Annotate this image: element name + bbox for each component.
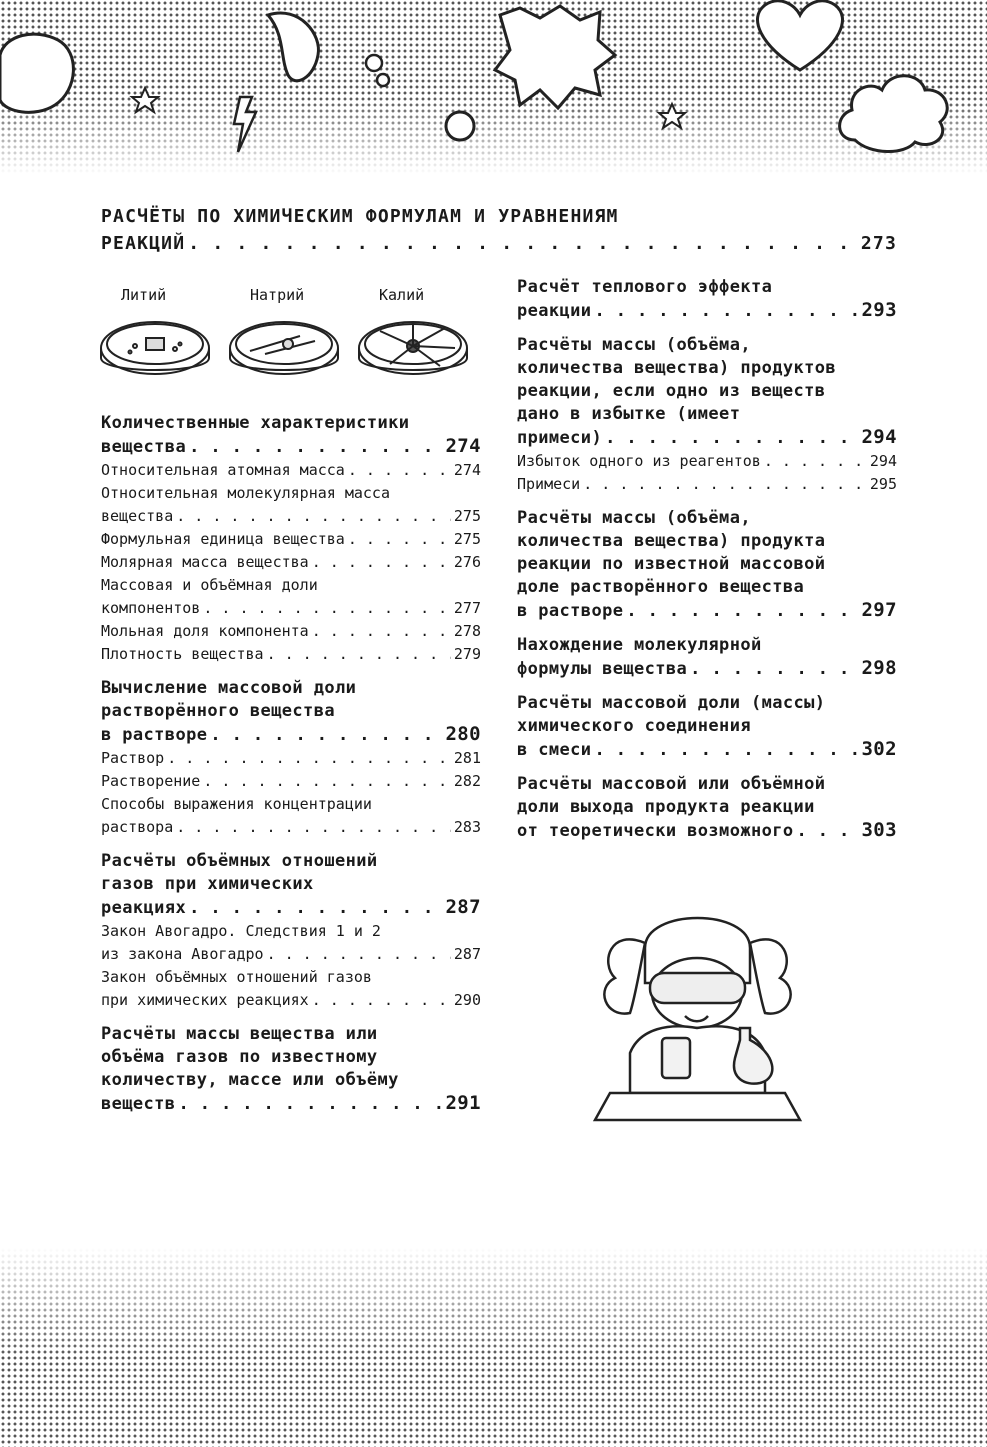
subsection-entry[interactable] bbox=[101, 528, 481, 551]
section-title bbox=[101, 1023, 481, 1116]
page-number: 283 bbox=[453, 818, 481, 836]
section-title-text: в смеси bbox=[517, 740, 592, 760]
section-title-line: растворённого вещества bbox=[101, 701, 335, 721]
subsection-entry[interactable] bbox=[101, 747, 481, 770]
subsection-entry[interactable] bbox=[101, 551, 481, 574]
page-number: 291 bbox=[445, 1092, 481, 1114]
toc-section bbox=[517, 334, 897, 496]
page-number: 276 bbox=[453, 553, 481, 571]
subsection-entry[interactable] bbox=[101, 597, 481, 620]
toc-section bbox=[517, 276, 897, 323]
subsection bbox=[101, 770, 481, 793]
section-title-entry[interactable] bbox=[517, 738, 897, 762]
subsection-line: Способы выражения концентрации bbox=[101, 795, 372, 813]
section-title-text: реакциях bbox=[101, 898, 187, 918]
bubble-small-b bbox=[377, 74, 389, 86]
page-number: 279 bbox=[453, 645, 481, 663]
subsection-text: вещества bbox=[101, 507, 174, 525]
toc-section bbox=[517, 773, 897, 843]
hair-right bbox=[750, 939, 791, 1013]
dish-label-sodium: Натрий bbox=[250, 286, 305, 304]
subsection-text: раствора bbox=[101, 818, 174, 836]
section-title-line: количеству, массе или объёму bbox=[101, 1070, 399, 1090]
beaker bbox=[662, 1038, 690, 1078]
scientist-illustration bbox=[590, 888, 805, 1123]
section-title-line: Расчёты массы (объёма, bbox=[517, 508, 751, 528]
section-title-text: от теоретически возможного bbox=[517, 821, 794, 841]
subsection bbox=[101, 528, 481, 551]
subsection bbox=[101, 747, 481, 770]
subsection bbox=[101, 966, 481, 1012]
page-number: 294 bbox=[861, 426, 897, 448]
section-title bbox=[101, 677, 481, 747]
dot-leader bbox=[176, 816, 451, 839]
page-number: 298 bbox=[861, 657, 897, 679]
subsection bbox=[517, 473, 897, 496]
section-title-line: Расчёты массы (объёма, bbox=[517, 335, 751, 355]
section-title-entry[interactable] bbox=[517, 657, 897, 681]
section-title-text: веществ bbox=[101, 1094, 176, 1114]
page-number: 280 bbox=[445, 723, 481, 745]
page-number: 290 bbox=[453, 991, 481, 1009]
toc-section bbox=[101, 1023, 481, 1116]
section-title-entry[interactable] bbox=[517, 426, 897, 450]
dot-leader bbox=[210, 724, 442, 747]
dot-leader bbox=[203, 597, 451, 620]
toc-section bbox=[101, 850, 481, 1012]
main-title bbox=[101, 203, 897, 257]
subsection-entry[interactable] bbox=[101, 620, 481, 643]
subsection-entry[interactable] bbox=[517, 473, 897, 496]
dot-leader bbox=[312, 989, 451, 1012]
subsection bbox=[101, 620, 481, 643]
page-number: 302 bbox=[861, 738, 897, 760]
subsection-text: Формульная единица вещества bbox=[101, 530, 345, 548]
section-title-line: реакции по известной массовой bbox=[517, 554, 826, 574]
comic-decorations bbox=[0, 0, 987, 175]
subsection-text: Примеси bbox=[517, 475, 581, 493]
dot-leader bbox=[203, 770, 451, 793]
section-title bbox=[101, 412, 481, 459]
page-number: 287 bbox=[453, 945, 481, 963]
section-title-line: дано в избытке (имеет bbox=[517, 404, 741, 424]
page-number: 281 bbox=[453, 749, 481, 767]
subsection bbox=[517, 450, 897, 473]
main-title-page: 273 bbox=[860, 233, 897, 254]
subsection-text: Плотность вещества bbox=[101, 645, 264, 663]
hair-left bbox=[604, 939, 645, 1013]
subsection-text: Растворение bbox=[101, 772, 201, 790]
page-number: 303 bbox=[861, 819, 897, 841]
section-title-line: Расчёты массовой доли (массы) bbox=[517, 693, 826, 713]
goggles bbox=[650, 973, 745, 1003]
section-title-line: объёма газов по известному bbox=[101, 1047, 378, 1067]
dish-sodium-icon bbox=[230, 322, 338, 374]
subsection bbox=[101, 793, 481, 839]
dot-leader bbox=[312, 551, 451, 574]
dot-leader bbox=[167, 747, 451, 770]
dish-label-potassium: Калий bbox=[379, 286, 425, 304]
dot-leader bbox=[764, 450, 867, 473]
section-title bbox=[517, 634, 897, 681]
section-title-entry[interactable] bbox=[101, 896, 481, 920]
subsection-text: Раствор bbox=[101, 749, 165, 767]
table bbox=[595, 1093, 800, 1120]
subsection-entry[interactable] bbox=[101, 989, 481, 1012]
section-title-line: Вычисление массовой доли bbox=[101, 678, 357, 698]
star-right-icon bbox=[659, 104, 685, 128]
page-number: 297 bbox=[861, 599, 897, 621]
section-title bbox=[101, 850, 481, 920]
toc-left-column bbox=[101, 412, 481, 1127]
dot-leader bbox=[594, 739, 858, 762]
section-title-line: доли выхода продукта реакции bbox=[517, 797, 815, 817]
halftone-footer-pattern bbox=[0, 1247, 987, 1447]
section-title-line: газов при химических bbox=[101, 874, 314, 894]
section-title-line: количества вещества) продукта bbox=[517, 531, 826, 551]
dot-leader bbox=[626, 600, 858, 623]
burst-bubble-shape bbox=[495, 6, 615, 108]
subsection-entry[interactable] bbox=[101, 505, 481, 528]
star-left-icon bbox=[132, 88, 158, 112]
page-number: 293 bbox=[861, 299, 897, 321]
section-title-entry[interactable] bbox=[101, 723, 481, 747]
bubble-small-a bbox=[366, 55, 382, 71]
page-number: 294 bbox=[869, 452, 897, 470]
subsection-line: Закон объёмных отношений газов bbox=[101, 968, 372, 986]
main-title-line1: РАСЧЁТЫ ПО ХИМИЧЕСКИМ ФОРМУЛАМ И УРАВНЕНИЯМ bbox=[101, 206, 619, 227]
subsection bbox=[101, 482, 481, 528]
section-title-text: реакции bbox=[517, 301, 592, 321]
main-title-entry[interactable] bbox=[101, 230, 897, 257]
page-number: 275 bbox=[453, 507, 481, 525]
subsection-line: Массовая и объёмная доли bbox=[101, 576, 318, 594]
subsection-entry[interactable] bbox=[101, 943, 481, 966]
toc-right-column bbox=[517, 276, 897, 854]
section-title-line: Расчёты объёмных отношений bbox=[101, 851, 378, 871]
section-title bbox=[517, 692, 897, 762]
section-title bbox=[517, 276, 897, 323]
subsection-text: из закона Авогадро bbox=[101, 945, 264, 963]
petri-dishes-drawing bbox=[100, 286, 485, 386]
dot-leader bbox=[605, 427, 858, 450]
subsection-entry[interactable] bbox=[101, 816, 481, 839]
subsection-text: Молярная масса вещества bbox=[101, 553, 309, 571]
section-title-line: Расчёты массовой или объёмной bbox=[517, 774, 826, 794]
toc-section bbox=[517, 634, 897, 681]
lightning-icon bbox=[234, 97, 256, 152]
section-title-text: в растворе bbox=[101, 725, 208, 745]
section-title-entry[interactable] bbox=[517, 599, 897, 623]
subsection bbox=[101, 551, 481, 574]
subsection bbox=[101, 574, 481, 620]
page-number: 275 bbox=[453, 530, 481, 548]
subsection-entry[interactable] bbox=[101, 459, 481, 482]
toc-section bbox=[101, 412, 481, 666]
dot-leader bbox=[690, 658, 858, 681]
page-number: 277 bbox=[453, 599, 481, 617]
subsection-text: Относительная атомная масса bbox=[101, 461, 345, 479]
subsection bbox=[101, 920, 481, 966]
speech-bubble-left-shape bbox=[0, 34, 73, 112]
toc-section bbox=[101, 677, 481, 839]
section-title-text: примеси) bbox=[517, 428, 603, 448]
dish-potassium-icon bbox=[359, 322, 467, 374]
dot-leader bbox=[189, 436, 442, 459]
dot-leader bbox=[797, 820, 859, 843]
subsection bbox=[101, 459, 481, 482]
toc-section bbox=[517, 692, 897, 762]
section-title bbox=[517, 507, 897, 623]
section-title-line: количества вещества) продуктов bbox=[517, 358, 837, 378]
dot-leader bbox=[348, 459, 451, 482]
section-title-line: реакции, если одно из веществ bbox=[517, 381, 826, 401]
page-number: 274 bbox=[445, 435, 481, 457]
toc-section bbox=[517, 507, 897, 623]
page-number: 282 bbox=[453, 772, 481, 790]
subsection bbox=[101, 643, 481, 666]
dot-leader bbox=[267, 643, 451, 666]
subsection-text: при химических реакциях bbox=[101, 991, 309, 1009]
page-number: 274 bbox=[453, 461, 481, 479]
main-title-line2: РЕАКЦИЙ bbox=[101, 233, 186, 254]
petri-dishes-illustration bbox=[100, 286, 485, 386]
subsection-text: Избыток одного из реагентов bbox=[517, 452, 761, 470]
page-number: 287 bbox=[445, 896, 481, 918]
section-title-line: Количественные характеристики bbox=[101, 413, 410, 433]
dish-label-lithium: Литий bbox=[121, 286, 167, 304]
subsection-entry[interactable] bbox=[101, 643, 481, 666]
dot-leader bbox=[188, 230, 858, 257]
section-title-entry[interactable] bbox=[101, 435, 481, 459]
dot-leader bbox=[178, 1093, 442, 1116]
dot-leader bbox=[594, 300, 858, 323]
section-title-text: в растворе bbox=[517, 601, 624, 621]
bubble-medium bbox=[446, 112, 474, 140]
dish-lithium-icon bbox=[101, 322, 209, 374]
section-title-line: доле растворённого вещества bbox=[517, 577, 805, 597]
subsection-entry[interactable] bbox=[101, 770, 481, 793]
section-title-entry[interactable] bbox=[517, 299, 897, 323]
section-title bbox=[517, 773, 897, 843]
dot-leader bbox=[583, 473, 867, 496]
section-title-line: Нахождение молекулярной bbox=[517, 635, 762, 655]
page-number: 295 bbox=[869, 475, 897, 493]
cloud-shape bbox=[840, 76, 948, 152]
section-title-entry[interactable] bbox=[517, 819, 897, 843]
section-title-entry[interactable] bbox=[101, 1092, 481, 1116]
heart-icon bbox=[758, 1, 843, 70]
dot-leader bbox=[348, 528, 451, 551]
subsection-text: Мольная доля компонента bbox=[101, 622, 309, 640]
dot-leader bbox=[312, 620, 451, 643]
section-title-text: вещества bbox=[101, 437, 187, 457]
subsection-line: Закон Авогадро. Следствия 1 и 2 bbox=[101, 922, 381, 940]
section-title-line: Расчёты массы вещества или bbox=[101, 1024, 378, 1044]
subsection-entry[interactable] bbox=[517, 450, 897, 473]
subsection-text: компонентов bbox=[101, 599, 201, 617]
dot-leader bbox=[189, 897, 442, 920]
dot-leader bbox=[176, 505, 451, 528]
dot-leader bbox=[267, 943, 451, 966]
section-title bbox=[517, 334, 897, 450]
subsection-line: Относительная молекулярная масса bbox=[101, 484, 390, 502]
section-title-text: формулы вещества bbox=[517, 659, 688, 679]
section-title-line: Расчёт теплового эффекта bbox=[517, 277, 773, 297]
drop-shape bbox=[268, 13, 318, 81]
page-number: 278 bbox=[453, 622, 481, 640]
section-title-line: химического соединения bbox=[517, 716, 751, 736]
